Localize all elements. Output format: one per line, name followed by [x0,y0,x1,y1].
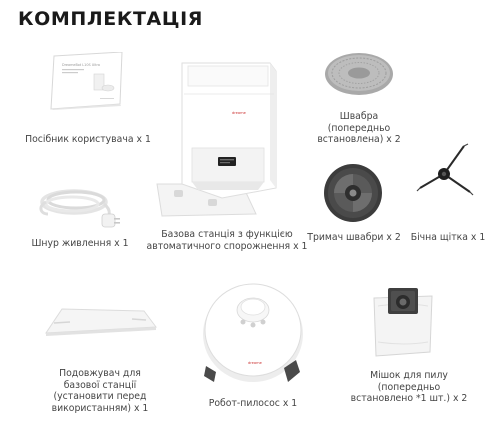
dust-bag-label: Мішок для пилу (попередньо встановлено *1 шт.) х 2 [350,370,468,404]
side-brush-label: Бічна щітка х 1 [410,232,486,243]
power-cord-label: Шнур живлення х 1 [31,238,129,249]
base-extension-label: Подовжувач для базової станції (установити перед використанням) х 1 [51,368,149,414]
mop-label: Швабра (попередньо встановлена) х 2 [317,111,401,145]
base-extension-image [40,307,158,337]
side-brush-image [414,142,476,210]
manual-image [48,52,126,110]
base-station-label: Базова станція з функцією автоматичного спорожнення х 1 [146,229,308,252]
dust-bag-image [370,286,436,358]
mop-image [323,50,395,98]
base-station-image [152,58,302,218]
robot-brand-mark: dreame [248,361,262,365]
brand-mark: dreame [232,111,246,115]
manual-label: Посібник користувача х 1 [25,134,151,145]
manual-cover-text: DreameBot L10S Ultra [62,63,100,67]
page-title: КОМПЛЕКТАЦІЯ [18,8,203,30]
power-cord-image [38,180,130,230]
mop-holder-label: Тримач швабри х 2 [307,232,401,243]
robot-vacuum-image [200,274,306,386]
robot-vacuum-label: Робот-пилосос х 1 [208,398,298,409]
mop-holder-image [320,163,386,223]
